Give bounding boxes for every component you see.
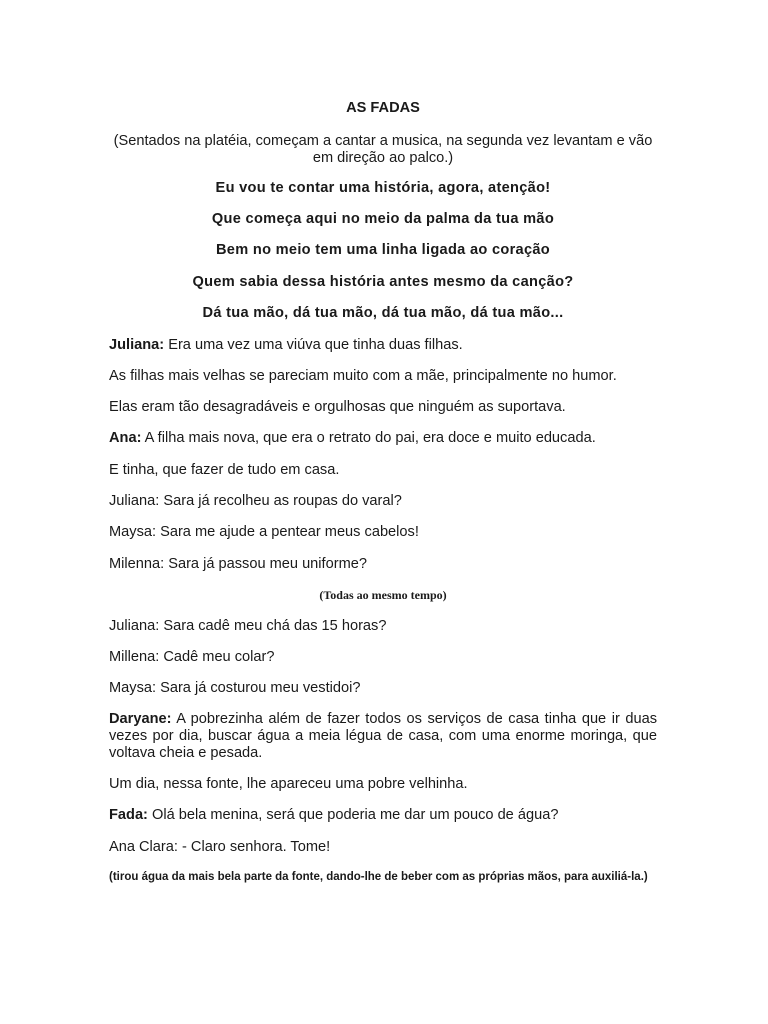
narration-filhas: As filhas mais velhas se pareciam muito com a mãe, principalmente no humor. xyxy=(109,368,617,384)
dialogue-juliana-2: Juliana: Sara já recolheu as roupas do varal? xyxy=(109,493,402,509)
narration-elas: Elas eram tão desagradáveis e orgulhosas que ninguém as suportava. xyxy=(109,399,566,415)
dialogue-daryane-1 xyxy=(109,711,657,762)
speaker-name: Ana: xyxy=(109,430,142,446)
narration-umdia: Um dia, nessa fonte, lhe apareceu uma pobre velhinha. xyxy=(109,776,468,792)
dialogue-maysa-1: Maysa: Sara me ajude a pentear meus cabelos! xyxy=(109,524,419,540)
dialogue-millena-2: Millena: Cadê meu colar? xyxy=(109,649,275,665)
song-line-5: Dá tua mão, dá tua mão, dá tua mão, dá tua mão... xyxy=(202,305,564,321)
speaker-name: Fada: xyxy=(109,807,148,823)
dialogue-text: Era uma vez uma viúva que tinha duas filhas. xyxy=(164,337,463,353)
dialogue-anaclara-1: Ana Clara: - Claro senhora. Tome! xyxy=(109,839,331,855)
stage-direction-water: (tirou água da mais bela parte da fonte, dando-lhe de beber com as próprias mãos, para auxiliá-la.) xyxy=(109,871,648,883)
song-line-2: Que começa aqui no meio da palma da tua mão xyxy=(211,211,555,227)
dialogue-maysa-2: Maysa: Sara já costurou meu vestidoi? xyxy=(109,680,361,696)
dialogue-fada-1 xyxy=(109,807,657,824)
speaker-name: Juliana: xyxy=(109,337,165,353)
dialogue-text: A filha mais nova, que era o retrato do pai, era doce e muito educada. xyxy=(141,430,596,446)
song-line-4: Quem sabia dessa história antes mesmo da canção? xyxy=(192,274,574,290)
page-title: AS FADAS xyxy=(346,100,420,116)
dialogue-text: Olá bela menina, será que poderia me dar um pouco de água? xyxy=(147,807,559,823)
song-line-3: Bem no meio tem uma linha ligada ao coração xyxy=(215,242,551,258)
song-line-1: Eu vou te contar uma história, agora, atenção! xyxy=(215,180,551,196)
stage-direction-all: (Todas ao mesmo tempo) xyxy=(319,588,447,602)
dialogue-milenna-1: Milenna: Sara já passou meu uniforme? xyxy=(109,556,367,572)
speaker-name: Daryane: xyxy=(109,711,172,727)
stage-direction-intro: (Sentados na platéia, começam a cantar a musica, na segunda vez levantam e vão em direção ao palco.) xyxy=(113,133,653,166)
dialogue-ana-1 xyxy=(109,430,657,447)
narration-etinha: E tinha, que fazer de tudo em casa. xyxy=(109,462,340,478)
dialogue-juliana-3: Juliana: Sara cadê meu chá das 15 horas? xyxy=(109,618,387,634)
dialogue-text: A pobrezinha além de fazer todos os serviços de casa tinha que ir duas vezes por dia, buscar água a meia légua de casa, com uma enorme moringa, que voltava cheia e pesada. xyxy=(109,711,657,761)
dialogue-juliana-1 xyxy=(109,337,657,354)
